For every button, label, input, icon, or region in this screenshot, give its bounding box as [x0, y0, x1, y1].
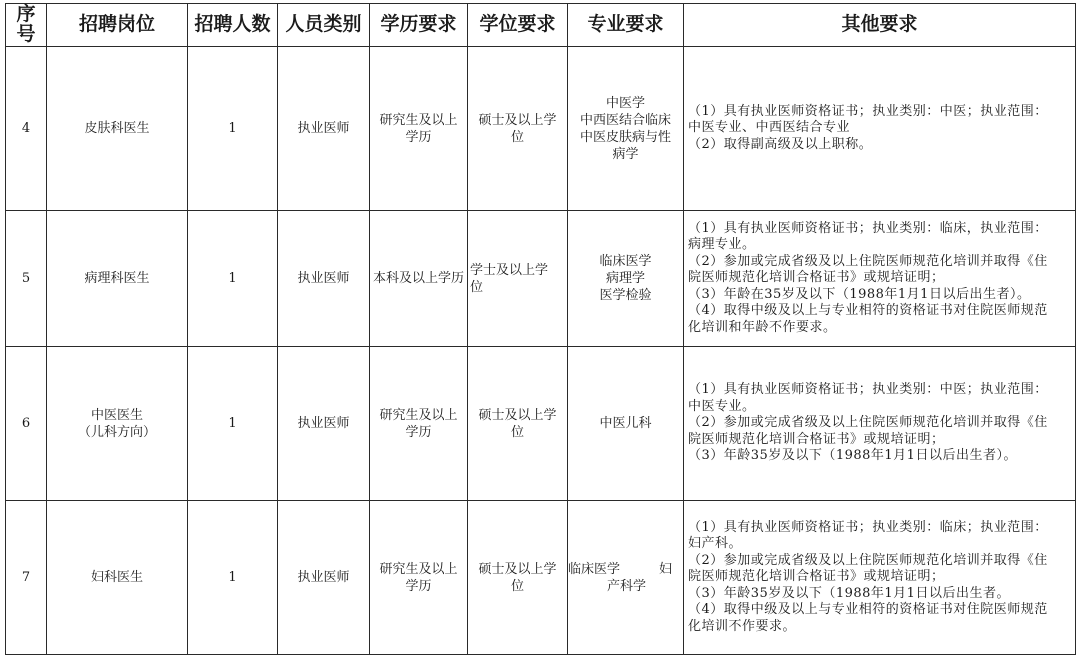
cell-line: （2）参加或完成省级及以上住院医师规范化培训并取得《住	[688, 415, 1048, 431]
cell-line: 病理专业。	[688, 237, 756, 253]
cell-line: 硕士及以上学	[478, 407, 557, 423]
cell-line: （2）参加或完成省级及以上住院医师规范化培训并取得《住	[688, 552, 1048, 568]
cell-seq: 4	[6, 47, 47, 211]
cell-line: 院医师规范化培训合格证书》或规培证明；	[688, 569, 945, 585]
cell-seq: 7	[6, 501, 47, 655]
cell-line: 位	[470, 279, 484, 295]
header-major: 专业要求	[568, 4, 684, 47]
cell-line: 中医专业、中西医结合专业	[688, 120, 851, 136]
header-row	[6, 4, 1076, 47]
cell-line: 中西医结合临床	[579, 112, 671, 128]
cell-line: 学历	[405, 129, 432, 145]
cell-line: （3）年龄35岁及以下（1988年1月1日以后出生者。	[688, 585, 1010, 601]
cell-degree	[468, 347, 568, 501]
cell-line: （1）具有执业医师资格证书；执业类别：临床，执业范围：	[688, 220, 1048, 236]
cell-line: 硕士及以上学	[478, 561, 557, 577]
cell-major	[568, 211, 684, 347]
header-seq-text: 序号	[16, 3, 36, 45]
cell-count: 1	[188, 501, 278, 655]
header-degree: 学位要求	[468, 4, 568, 47]
cell-count: 1	[188, 347, 278, 501]
cell-line: （4）取得中级及以上与专业相符的资格证书对住院医师规范	[688, 602, 1048, 618]
cell-line: 位	[510, 424, 524, 440]
cell-line: 临床医学	[599, 254, 652, 269]
cell-other	[684, 347, 1076, 501]
cell-line: 位	[510, 578, 524, 594]
cell-line: 本科及以上学历	[372, 271, 464, 286]
cell-line: 学历	[405, 578, 432, 594]
table-row	[6, 501, 1076, 655]
cell-position	[47, 501, 188, 655]
cell-line: 皮肤科医生	[84, 121, 150, 136]
cell-degree	[468, 47, 568, 211]
cell-category: 执业医师	[278, 211, 370, 347]
cell-line: 院医师规范化培训合格证书》或规培证明；	[688, 270, 945, 286]
cell-major	[568, 47, 684, 211]
header-seq	[6, 4, 47, 47]
table-row	[6, 347, 1076, 501]
cell-seq: 5	[6, 211, 47, 347]
cell-count: 1	[188, 211, 278, 347]
cell-education	[370, 47, 468, 211]
cell-line: （1）具有执业医师资格证书；执业类别：中医；执业范围：	[688, 103, 1048, 119]
cell-line: 中医儿科	[599, 416, 652, 431]
header-education: 学历要求	[370, 4, 468, 47]
cell-line: （2）参加或完成省级及以上住院医师规范化培训并取得《住	[688, 253, 1048, 269]
cell-line: （1）具有执业医师资格证书；执业类别：临床；执业范围：	[688, 519, 1048, 535]
cell-line: （3）年龄在35岁及以下（1988年1月1日以后出生者）。	[688, 286, 1031, 302]
cell-degree	[468, 501, 568, 655]
cell-line: 研究生及以上	[379, 407, 458, 423]
cell-line: 化培训不作要求。	[688, 618, 797, 634]
header-position: 招聘岗位	[47, 4, 188, 47]
cell-degree	[468, 211, 568, 347]
cell-count: 1	[188, 47, 278, 211]
cell-education	[370, 501, 468, 655]
cell-line: 临床医学 妇	[568, 561, 673, 577]
cell-line: 研究生及以上	[379, 561, 458, 577]
cell-category: 执业医师	[278, 347, 370, 501]
cell-line: 妇科医生	[90, 570, 143, 585]
cell-line: 中医医生	[90, 407, 143, 423]
cell-line: 学士及以上学	[470, 262, 549, 278]
cell-line: 医学检验	[599, 288, 652, 303]
cell-line: 硕士及以上学	[478, 112, 557, 128]
cell-line: 病理科医生	[84, 271, 150, 286]
cell-line: 研究生及以上	[379, 112, 458, 128]
cell-other	[684, 211, 1076, 347]
cell-line: 位	[510, 129, 524, 145]
cell-line: （2）取得副高级及以上职称。	[688, 136, 873, 152]
table-row	[6, 47, 1076, 211]
cell-line: 病学	[612, 146, 639, 162]
cell-line: 病理学	[605, 271, 645, 286]
cell-line: 院医师规范化培训合格证书》或规培证明；	[688, 431, 945, 447]
cell-seq: 6	[6, 347, 47, 501]
cell-other	[684, 47, 1076, 211]
cell-line: 产科学	[568, 578, 647, 594]
cell-line: 妇产科。	[688, 536, 743, 552]
cell-line: 中医皮肤病与性	[579, 129, 671, 145]
cell-major	[568, 501, 684, 655]
cell-line: （1）具有执业医师资格证书；执业类别：中医；执业范围：	[688, 382, 1048, 398]
cell-line: （儿科方向）	[77, 424, 156, 440]
cell-major	[568, 347, 684, 501]
recruitment-table	[5, 3, 1076, 655]
cell-line: 化培训和年龄不作要求。	[688, 319, 837, 335]
cell-position	[47, 47, 188, 211]
cell-line: 中医学	[605, 95, 645, 111]
cell-education	[370, 211, 468, 347]
cell-line: 中医专业。	[688, 398, 756, 414]
cell-line: 学历	[405, 424, 432, 440]
cell-line: （4）取得中级及以上与专业相符的资格证书对住院医师规范	[688, 303, 1048, 319]
cell-position	[47, 211, 188, 347]
header-count: 招聘人数	[188, 4, 278, 47]
cell-line: （3）年龄35岁及以下（1988年1月1日以后出生者）。	[688, 448, 1017, 464]
header-category: 人员类别	[278, 4, 370, 47]
cell-category: 执业医师	[278, 47, 370, 211]
table-row	[6, 211, 1076, 347]
cell-category: 执业医师	[278, 501, 370, 655]
header-other: 其他要求	[684, 4, 1076, 47]
cell-education	[370, 347, 468, 501]
cell-position	[47, 347, 188, 501]
cell-other	[684, 501, 1076, 655]
